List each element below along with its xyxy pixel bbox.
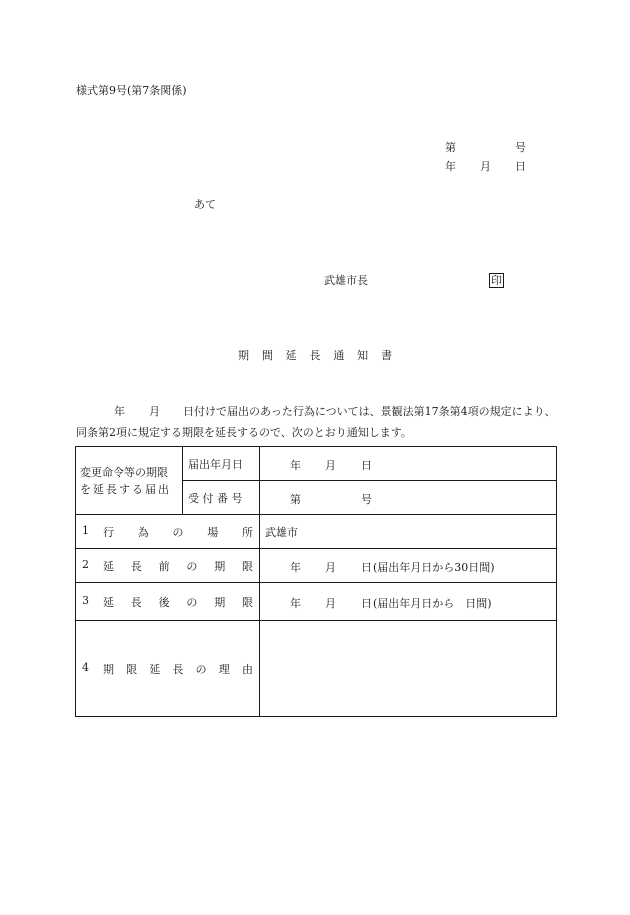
title-char: 書 (380, 349, 392, 362)
label-char: の (195, 662, 207, 676)
receipt-number-prefix: 第 (290, 492, 301, 506)
deadline-before-month: 月 (325, 560, 336, 574)
table-row (76, 583, 557, 621)
group-label-cell (76, 447, 183, 515)
filed-date-day: 日 (361, 458, 372, 472)
notice-table (75, 446, 557, 717)
deadline-after-label (76, 583, 260, 621)
label-char: 後 (158, 595, 170, 609)
deadline-after-cell (260, 583, 557, 621)
doc-number-prefix: 第 (445, 141, 456, 154)
receipt-number-suffix: 号 (361, 492, 372, 506)
seal-mark: 印 (491, 274, 502, 287)
reason-value-cell[interactable] (260, 621, 557, 717)
label-char: 延 (103, 595, 114, 609)
title-char: 通 (333, 349, 345, 362)
body-text: 日付けで届出のあった行為については、景観法第17条第4項の規定により、同条第2項に規定する期限を延長するので、次のとおり通知します。 (76, 405, 556, 439)
issuer: 武雄市長 (324, 274, 368, 287)
deadline-after-month: 月 (325, 596, 336, 610)
table-row (76, 515, 557, 549)
label-char: 期 (214, 595, 226, 609)
location-label (76, 515, 260, 549)
table-row (76, 621, 557, 717)
date-year: 年 (445, 160, 456, 173)
label-char: 限 (241, 595, 253, 609)
label-char: 所 (242, 525, 253, 539)
deadline-after-day: 日 (361, 596, 372, 610)
deadline-after-number: 3 (82, 593, 89, 607)
deadline-before-label (76, 549, 260, 583)
deadline-before-note: (届出年月日から30日間) (373, 560, 495, 574)
filed-date-cell (260, 447, 557, 481)
label-char: 期 (103, 662, 114, 676)
label-char: の (186, 595, 198, 609)
location-value: 武雄市 (260, 515, 557, 549)
title-char: 知 (357, 349, 369, 362)
table-row (76, 549, 557, 583)
title-char: 期 (238, 349, 249, 362)
doc-number-suffix: 号 (515, 141, 526, 154)
reason-label (76, 621, 260, 717)
filed-date-label: 届出年月日 (183, 447, 260, 481)
label-char: 長 (130, 559, 142, 573)
label-char: 理 (218, 662, 230, 676)
deadline-after-year: 年 (290, 596, 301, 610)
document-title (238, 349, 392, 363)
label-char: 場 (207, 525, 219, 539)
label-char: 期 (214, 559, 226, 573)
label-char: 長 (130, 595, 142, 609)
title-char: 延 (285, 349, 297, 362)
label-char: 前 (158, 559, 170, 573)
filed-date-month: 月 (325, 458, 336, 472)
label-char: の (172, 525, 184, 539)
label-char: 由 (241, 662, 253, 676)
table-row (76, 447, 557, 481)
label-char: 限 (241, 559, 253, 573)
receipt-number-label: 受 付 番 号 (183, 481, 260, 515)
location-label-number: 1 (82, 523, 89, 537)
receipt-number-cell (260, 481, 557, 515)
deadline-before-day: 日 (361, 560, 372, 574)
label-char: 長 (172, 662, 184, 676)
label-char: 延 (103, 559, 114, 573)
body-month: 月 (149, 405, 160, 418)
reason-number: 4 (82, 660, 89, 674)
deadline-before-cell (260, 549, 557, 583)
body-year: 年 (114, 405, 125, 418)
title-char: 長 (309, 349, 321, 362)
deadline-before-year: 年 (290, 560, 301, 574)
form-number: 様式第9号(第7条関係) (76, 84, 187, 97)
addressee-suffix: あて (194, 198, 216, 211)
body-paragraph (76, 401, 558, 443)
deadline-before-number: 2 (82, 557, 89, 571)
date-month: 月 (480, 160, 491, 173)
label-char: 限 (126, 662, 138, 676)
group-label-line1: 変更命令等の期限 (80, 465, 168, 479)
group-label-line2: を延長する届出 (80, 482, 171, 496)
label-char: 為 (137, 525, 149, 539)
filed-date-year: 年 (290, 458, 301, 472)
title-char: 間 (261, 349, 273, 362)
label-char: の (186, 559, 198, 573)
date-day: 日 (515, 160, 526, 173)
label-char: 行 (103, 525, 114, 539)
label-char: 延 (149, 662, 161, 676)
deadline-after-note: (届出年月日から 日間) (373, 596, 492, 610)
